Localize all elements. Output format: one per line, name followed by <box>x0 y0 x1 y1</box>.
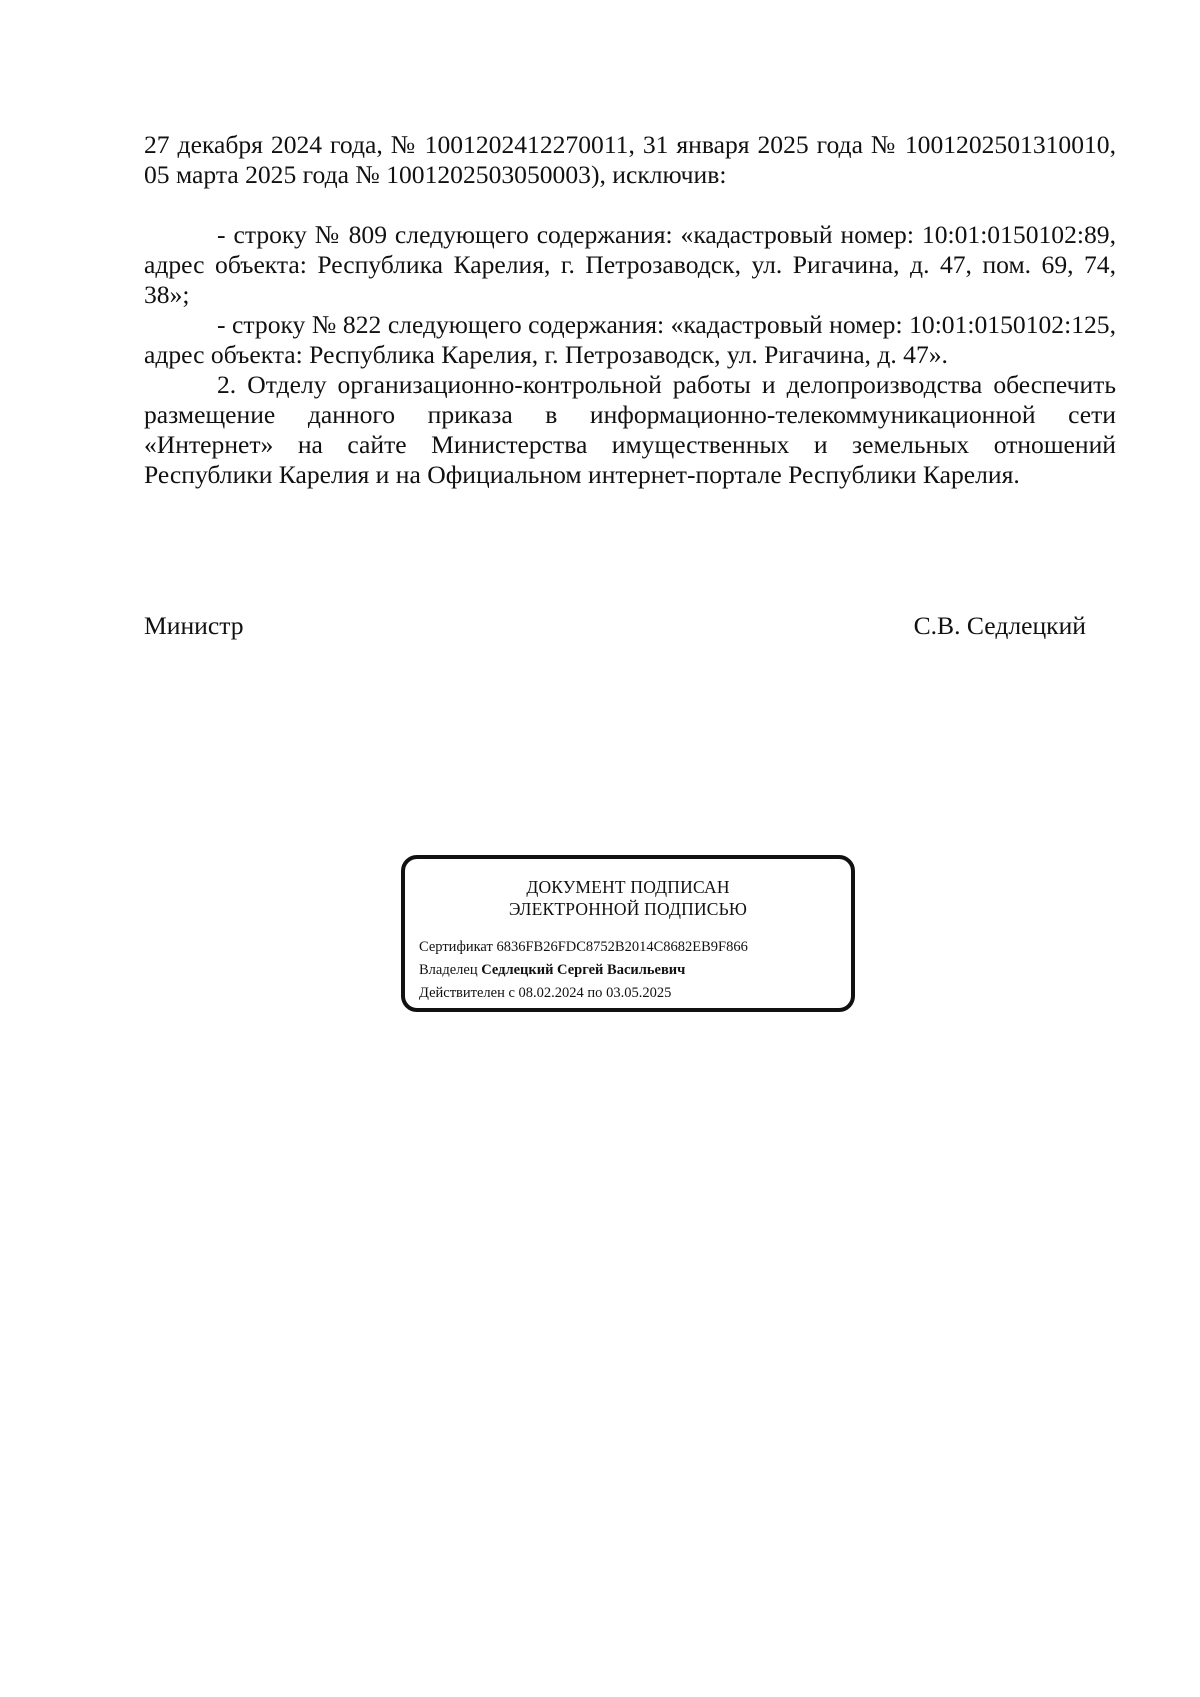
stamp-validity <box>419 982 748 1005</box>
signatory-role: Министр <box>144 611 244 640</box>
valid-to-label: по <box>587 985 603 1001</box>
document-paragraph: 27 декабря 2024 года, № 1001202412270011, 31 января 2025 года № 1001202501310010, 05 марта 2025 года № 1001202503050003), исключив: <box>144 130 1116 189</box>
owner-value: Седлецкий Сергей Васильевич <box>481 962 686 978</box>
valid-label: Действителен с <box>419 985 515 1001</box>
stamp-title-line: ДОКУМЕНТ ПОДПИСАН <box>526 877 730 897</box>
certificate-label: Сертификат <box>419 939 493 955</box>
valid-to: 03.05.2025 <box>606 985 672 1001</box>
stamp-details <box>419 936 748 1005</box>
document-body <box>144 130 1116 490</box>
stamp-title <box>405 876 851 920</box>
stamp-title-line: ЭЛЕКТРОННОЙ ПОДПИСЬЮ <box>508 899 748 919</box>
signatory-name: С.В. Седлецкий <box>913 611 1086 640</box>
owner-label: Владелец <box>419 962 478 978</box>
document-paragraph: 2. Отделу организационно-контрольной работы и делопроизводства обеспечить размещение данного приказа в информационно-телекоммуникационной сети «Интернет» на сайте Министерства имущественных и земельных отношений Республики Карелия и на Официальном интернет-портале Республики Карелия. <box>144 370 1116 489</box>
document-paragraph: - строку № 809 следующего содержания: «кадастровый номер: 10:01:0150102:89, адрес объекта: Республика Карелия, г. Петрозаводск, ул. Ригачина, д. 47, пом. 69, 74, 38»; <box>144 220 1116 309</box>
document-paragraph: - строку № 822 следующего содержания: «кадастровый номер: 10:01:0150102:125, адрес объекта: Республика Карелия, г. Петрозаводск, ул. Ригачина, д. 47». <box>144 310 1116 369</box>
stamp-certificate <box>419 936 748 959</box>
certificate-value: 6836FB26FDC8752B2014C8682EB9F866 <box>496 939 748 955</box>
valid-from: 08.02.2024 <box>518 985 584 1001</box>
stamp-owner <box>419 959 748 982</box>
electronic-signature-stamp <box>401 855 855 1012</box>
